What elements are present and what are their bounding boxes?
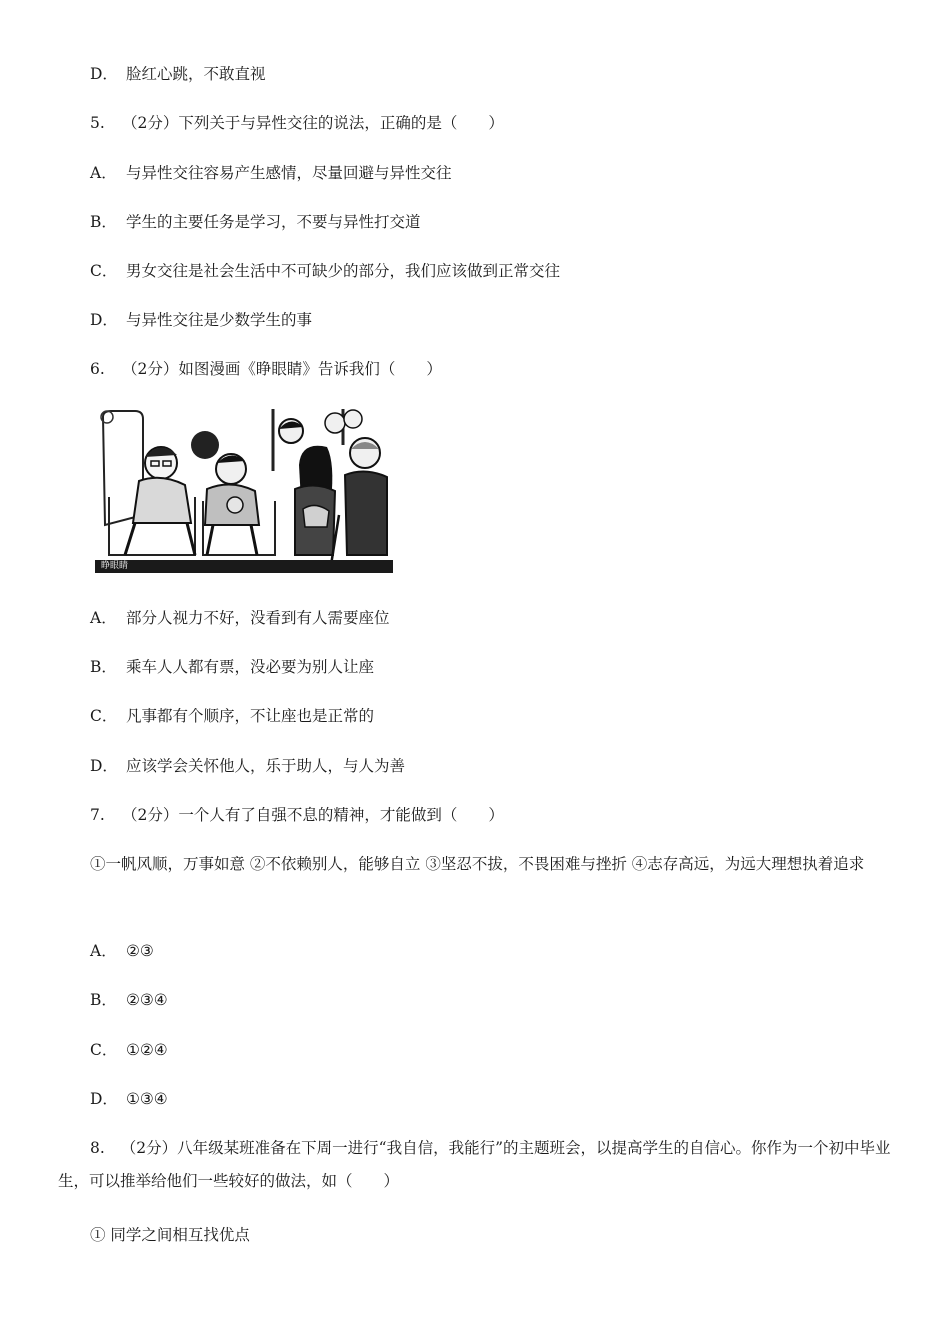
q7-statements: ①一帆风顺，万事如意 ②不依赖别人，能够自立 ③坚忍不拔，不畏困难与挫折 ④志存高远，为远大理想执着追求 <box>90 855 865 873</box>
q8-statement-1: ① 同学之间相互找优点 <box>90 1226 250 1244</box>
q5-option-b <box>90 212 421 232</box>
option-text: 学生的主要任务是学习，不要与异性打交道 <box>126 213 421 231</box>
q7-option-b <box>90 990 168 1010</box>
q7-option-c <box>90 1040 168 1060</box>
option-text: 与异性交往是少数学生的事 <box>126 311 313 329</box>
question-number: 8. <box>90 1139 105 1157</box>
question-text: （2分）八年级某班准备在下周一进行“我自信，我能行”的主题班会，以提高学生的自信心。你作为一个初中毕业生，可以推举给他们一些较好的做法，如（ ） <box>58 1139 891 1190</box>
question-number: 6. <box>90 360 105 378</box>
option-text: 应该学会关怀他人，乐于助人，与人为善 <box>126 757 406 775</box>
option-letter: A． <box>90 164 117 182</box>
option-text: 男女交往是社会生活中不可缺少的部分，我们应该做到正常交往 <box>126 262 561 280</box>
cartoon-image <box>95 405 393 573</box>
q5-stem <box>90 113 504 133</box>
option-letter: B． <box>90 213 117 231</box>
q5-option-a <box>90 163 452 183</box>
option-letter: C． <box>90 262 118 280</box>
option-text: 凡事都有个顺序，不让座也是正常的 <box>126 707 375 725</box>
question-text: （2分）如图漫画《睁眼睛》告诉我们（ ） <box>122 360 442 378</box>
q7-option-a <box>90 941 154 961</box>
question-text: （2分）一个人有了自强不息的精神，才能做到（ ） <box>122 806 504 824</box>
q7-option-d <box>90 1089 168 1109</box>
q4-option-d <box>90 64 266 84</box>
cartoon-caption: 睁眼睛 <box>101 561 129 571</box>
option-text: ②③ <box>126 942 154 960</box>
option-letter: C． <box>90 707 118 725</box>
q6-option-c <box>90 706 374 726</box>
option-letter: D． <box>90 65 118 83</box>
q8-stem <box>58 1132 894 1198</box>
option-text: ①③④ <box>126 1090 168 1108</box>
option-text: 脸红心跳，不敢直视 <box>126 65 266 83</box>
option-letter: D． <box>90 757 118 775</box>
option-text: 乘车人人都有票，没必要为别人让座 <box>126 658 375 676</box>
question-number: 7. <box>90 806 105 824</box>
q6-stem <box>90 359 442 379</box>
option-text: 与异性交往容易产生感情，尽量回避与异性交往 <box>126 164 452 182</box>
option-letter: D． <box>90 1090 118 1108</box>
option-letter: B． <box>90 658 117 676</box>
option-letter: C． <box>90 1041 118 1059</box>
q5-option-d <box>90 310 312 330</box>
option-text: ②③④ <box>126 991 168 1009</box>
option-letter: D． <box>90 311 118 329</box>
option-letter: B． <box>90 991 117 1009</box>
q5-option-c <box>90 261 560 281</box>
option-text: 部分人视力不好，没看到有人需要座位 <box>126 609 390 627</box>
q6-option-b <box>90 657 374 677</box>
question-number: 5. <box>90 114 105 132</box>
question-text: （2分）下列关于与异性交往的说法，正确的是（ ） <box>122 114 504 132</box>
q6-option-a <box>90 608 390 628</box>
option-letter: A． <box>90 942 117 960</box>
q7-stem <box>90 805 504 825</box>
q6-option-d <box>90 756 405 776</box>
option-letter: A． <box>90 609 117 627</box>
option-text: ①②④ <box>126 1041 168 1059</box>
cartoon-illustration <box>95 405 393 573</box>
